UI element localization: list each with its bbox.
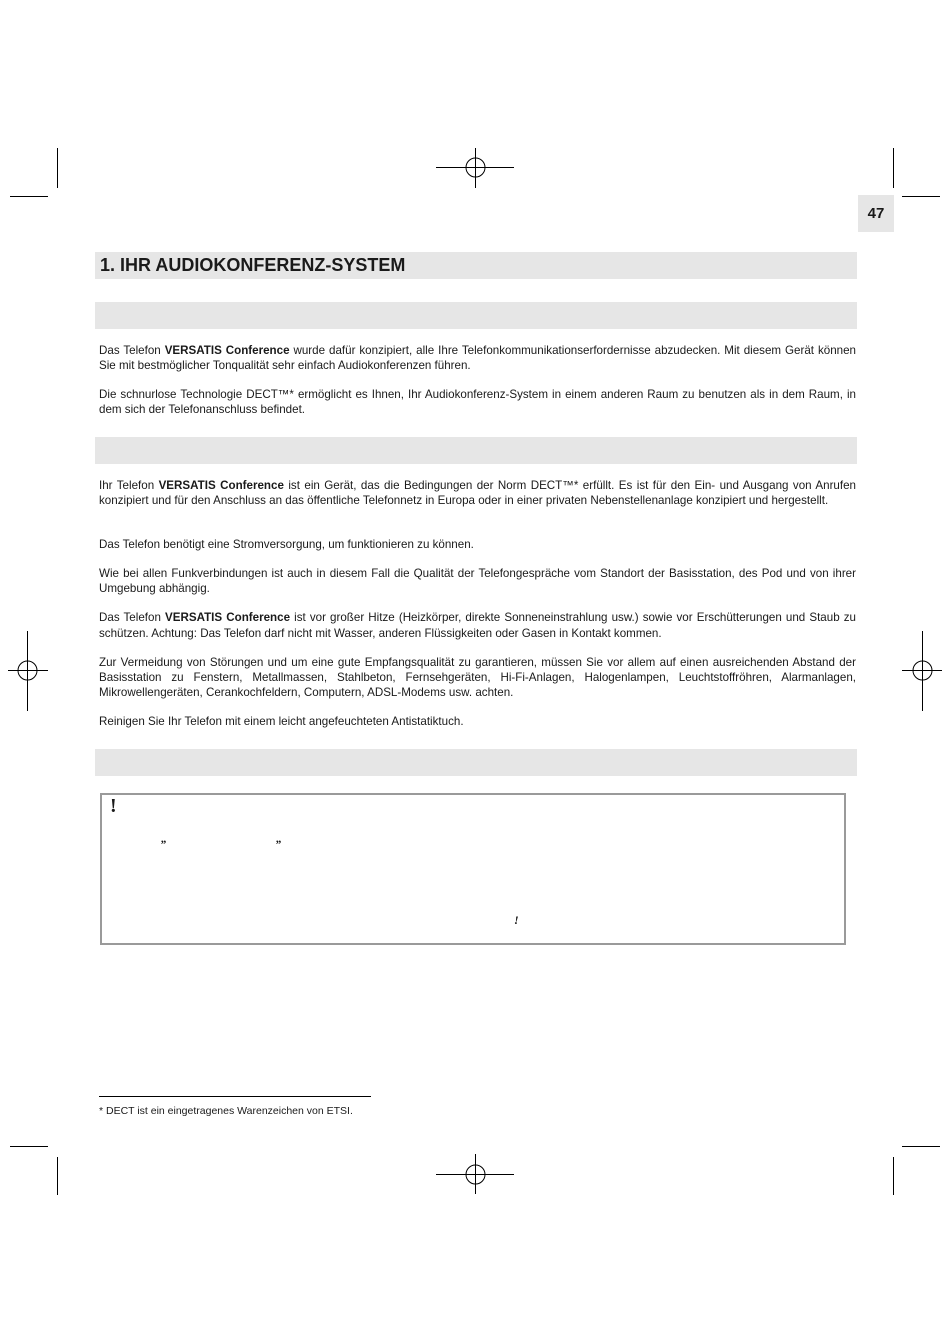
product-name: VERSATIS Conference	[165, 611, 291, 624]
warning-exclamation: !	[514, 913, 519, 927]
safety-paragraph-4	[99, 610, 856, 642]
safety-paragraph-5: Zur Vermeidung von Störungen und um eine gute Empfangsqualität zu garantieren, müssen Sie vor allem auf einen ausreichenden Abstand der Basisstation zu Fenstern, Metallmassen, Stahlbeton, Fernsehgeräten, Hi-Fi-Anlagen, Halogenlampen, Leuchtstoffröhren, Alarmanlagen, Mikrowellengeräten, Cerankochfeldern, Computern, ADSL-Modems usw. achten.	[99, 656, 856, 699]
warning-quote-open: ”	[160, 837, 166, 851]
page-number: 47	[858, 195, 894, 232]
footnote: * DECT ist ein eingetragenes Warenzeichen von ETSI.	[99, 1105, 353, 1117]
safety-paragraph-3: Wie bei allen Funkverbindungen ist auch in diesem Fall die Qualität der Telefongespräche vom Standort der Basisstation, des Pod und von ihrer Umgebung abhängig.	[99, 567, 856, 595]
registration-mark-right	[902, 631, 942, 711]
safety-paragraph-6: Reinigen Sie Ihr Telefon mit einem leicht angefeuchteten Antistatiktuch.	[99, 715, 464, 728]
chapter-title: 1. IHR AUDIOKONFERENZ-SYSTEM	[100, 255, 406, 275]
registration-mark-top	[436, 148, 514, 188]
safety-p1-text-a: Ihr Telefon	[99, 479, 159, 492]
safety-p4-text-a: Das Telefon	[99, 611, 166, 624]
product-name: VERSATIS Conference	[158, 479, 284, 492]
registration-mark-left	[8, 631, 48, 711]
registration-mark-bottom	[436, 1154, 514, 1194]
intro-paragraph-1	[99, 343, 856, 373]
section-heading-bar-3	[95, 749, 857, 776]
chapter-heading-bar	[95, 252, 857, 279]
footnote-divider	[99, 1096, 371, 1097]
warning-exclamation-icon: !	[110, 795, 117, 817]
safety-paragraph-2: Das Telefon benötigt eine Stromversorgung, um funktionieren zu können.	[99, 538, 474, 551]
intro-p1-text-b: wurde dafür konzipiert, alle Ihre Telefonkommunikationserfordernisse abzudecken. Mit diesem Gerät können Sie mit bestmöglicher Tonqualität sehr einfach Audiokonferenzen führen.	[99, 344, 856, 372]
safety-paragraph-1	[99, 478, 856, 508]
intro-p1-text-a: Das Telefon	[99, 344, 165, 357]
safety-p1-text-b: ist ein Gerät, das die Bedingungen der Norm DECT™* erfüllt. Es ist für den Ein- und Ausgang von Anrufen konzipiert und für den Anschluss an das öffentliche Telefonnetz in Europa oder in einer privaten Nebenstellenanlage konzipiert und hergestellt.	[99, 479, 856, 507]
product-name: VERSATIS Conference	[164, 344, 290, 357]
section-heading-bar-1	[95, 302, 857, 329]
warning-box	[100, 793, 846, 945]
safety-p4-text-b: ist vor großer Hitze (Heizkörper, direkte Sonneneinstrahlung usw.) sowie vor Erschütterungen und Staub zu schützen. Achtung: Das Telefon darf nicht mit Wasser, anderen Flüssigkeiten oder Gasen in Kontakt kommen.	[99, 611, 856, 640]
intro-paragraph-2: Die schnurlose Technologie DECT™* ermöglicht es Ihnen, Ihr Audiokonferenz-System in einem anderen Raum zu benutzen als in dem Raum, in dem sich der Telefonanschluss befindet.	[99, 388, 856, 416]
warning-quote-close: ”	[275, 837, 281, 851]
section-heading-bar-2	[95, 437, 857, 464]
